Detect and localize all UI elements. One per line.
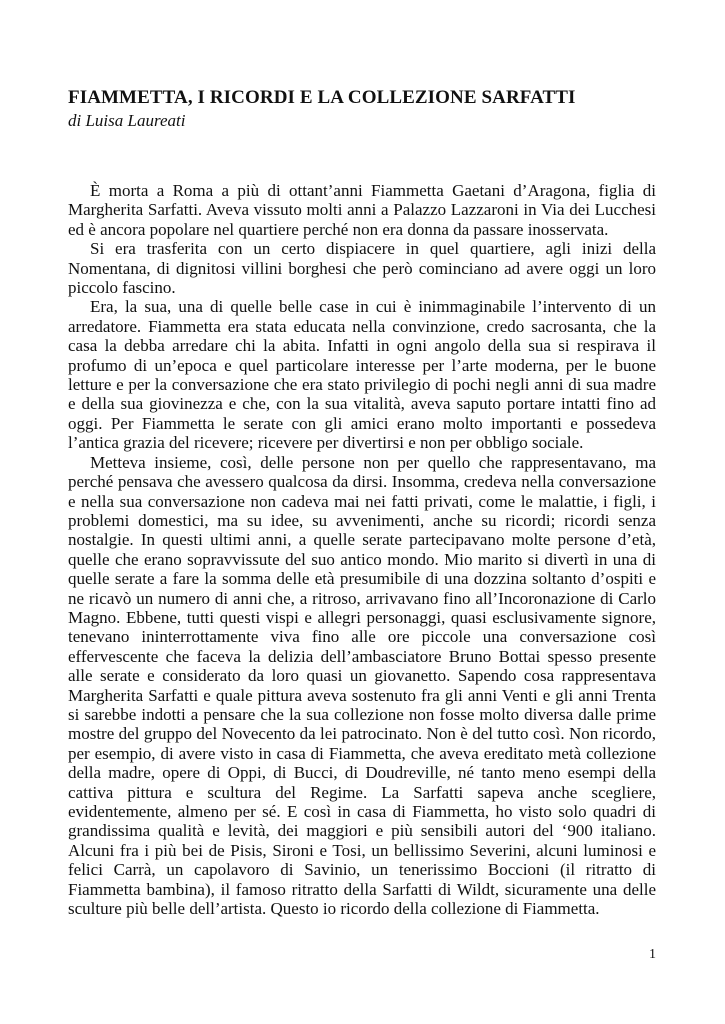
paragraph: Era, la sua, una di quelle belle case in cui è inimmaginabile l’intervento di un arredatore. Fiammetta era stata educata nella convinzione, credo sacrosanta, che la casa la debba arredare chi la abita. Infatti in ogni angolo della sua si respirava il profumo di un’epoca e quel particolare interesse per l’arte moderna, per le buone letture e per la conversazione che era stato privilegio di pochi negli anni di sua madre e della sua giovinezza e che, con la sua vitalità, aveva saputo portare intatti fino ad oggi. Per Fiammetta le serate con gli amici erano molto importanti e possedeva l’antica grazia del ricevere; ricevere per divertirsi e non per obbligo sociale. [68,297,656,453]
paragraph: Si era trasferita con un certo dispiacere in quel quartiere, agli inizi della Nomentana, di dignitosi villini borghesi che però cominciano ad avere oggi un loro piccolo fascino. [68,239,656,298]
article-body [68,181,656,918]
document-page [68,86,656,918]
article-byline: di Luisa Laureati [68,111,186,130]
page-number: 1 [649,947,656,962]
paragraph: È morta a Roma a più di ottant’anni Fiammetta Gaetani d’Aragona, figlia di Margherita Sarfatti. Aveva vissuto molti anni a Palazzo Lazzaroni in Via dei Lucchesi ed è ancora popolare nel quartiere perché non era donna da passare inosservata. [68,181,656,239]
paragraph: Metteva insieme, così, delle persone non per quello che rappresentavano, ma perché pensava che avessero qualcosa da dirsi. Insomma, credeva nella conversazione e nella sua conversazione non cadeva mai nei fatti privati, come le malattie, i figli, i problemi domestici, ma su idee, su avvenimenti, anche su ricordi; ricordi senza nostalgie. In questi ultimi anni, a quelle serate partecipavano molte persone d’età, quelle che erano sopravvissute del suo antico mondo. Mio marito si divertì in una di quelle serate a fare la somma delle età presumibile di una dozzina soltanto d’ospiti e ne ricavò un numero di anni che, a ritroso, arrivavano fino all’Incoronazione di Carlo Magno. Ebbene, tutti questi vispi e allegri personaggi, quasi esclusivamente signore, tenevano ininterrottamente viva fino alle ore piccole una conversazione così effervescente che faceva la delizia dell’ambasciatore Bruno Bottai spesso presente alle serate e considerato da loro quasi un giovanetto. Sapendo cosa rappresentava Margherita Sarfatti e quale pittura aveva sostenuto fra gli anni Venti e gli anni Trenta si sarebbe indotti a pensare che la sua collezione non fosse molto diversa dalle prime mostre del gruppo del Novecento da lei patrocinato. Non è del tutto così. Non ricordo, per esempio, di avere visto in casa di Fiammetta, che aveva ereditato metà collezione della madre, opere di Oppi, di Bucci, di Doudreville, né tanto meno esempi della cattiva pittura e scultura del Regime. La Sarfatti sapeva anche scegliere, evidentemente, almeno per sé. E così in casa di Fiammetta, ho visto solo quadri di grandissima qualità e levità, dei maggiori e più sensibili autori del ‘900 italiano. Alcuni fra i più bei de Pisis, Sironi e Tosi, un bellissimo Severini, alcuni luminosi e felici Carrà, un capolavoro di Savinio, un tenerissimo Boccioni (il ritratto di Fiammetta bambina), il famoso ritratto della Sarfatti di Wildt, sicuramente una delle sculture più belle dell’artista. Questo io ricordo della collezione di Fiammetta. [68,452,656,919]
article-title: FIAMMETTA, I RICORDI E LA COLLEZIONE SARFATTI [68,87,576,108]
